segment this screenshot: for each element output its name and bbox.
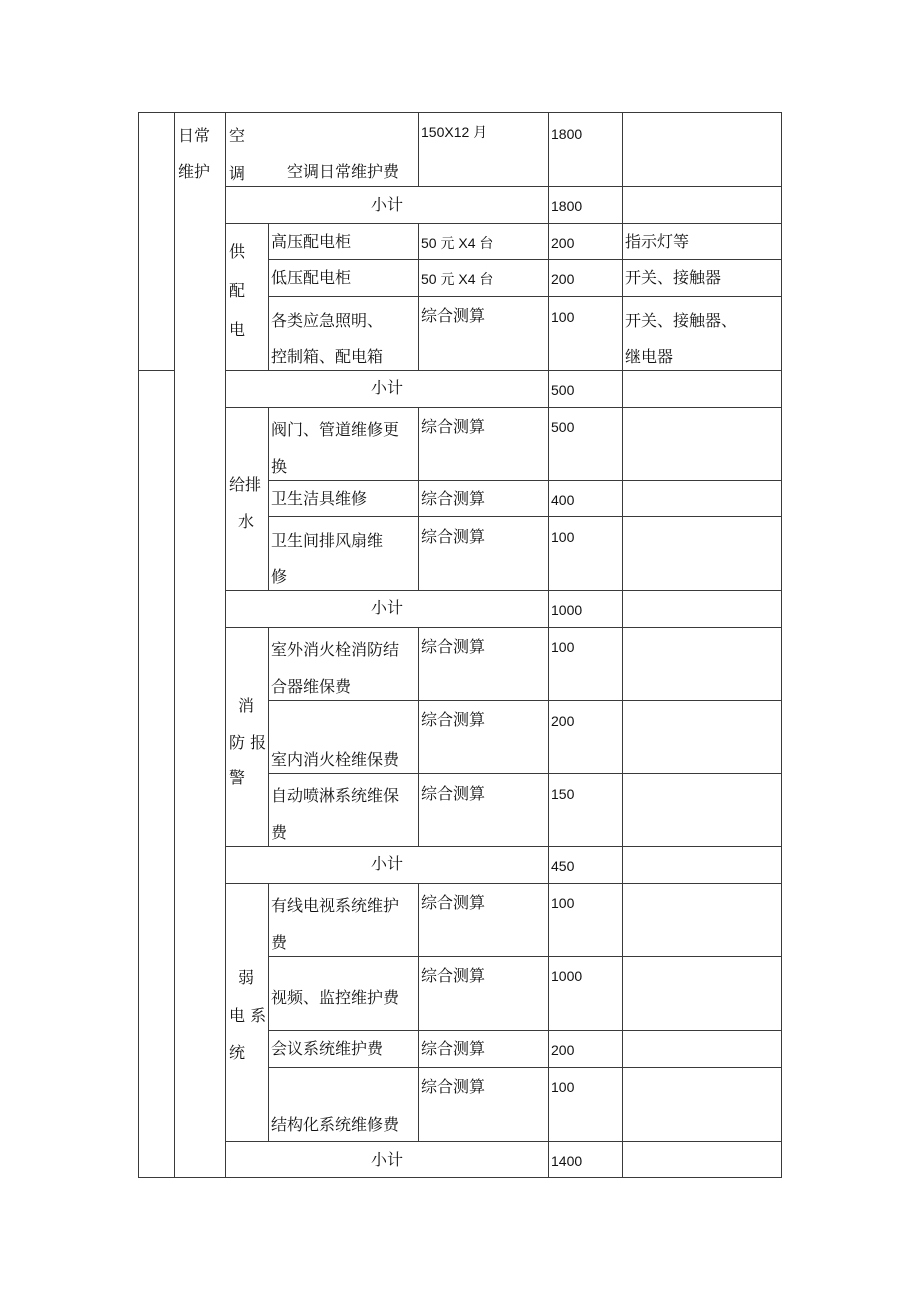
ac-label-line2: 调 [229,164,246,183]
power-row1-note: 指示灯等 [625,232,690,251]
power-row3-method: 综合测算 [421,306,486,325]
weak-label-line1: 弱 [238,968,255,987]
water-row1-amount: 500 [551,419,575,435]
water-row2-item: 卫生洁具维修 [271,489,368,508]
weak-row4-method: 综合测算 [421,1077,486,1096]
power-row3-note-line2: 继电器 [625,347,674,366]
fire-row2-method: 综合测算 [421,710,486,729]
weak-row2-method: 综合测算 [421,966,486,985]
water-row1-item-line1: 阀门、管道维修更 [271,420,400,439]
fire-row3-item-line1: 自动喷淋系统维保 [271,786,400,805]
fire-row2-amount: 200 [551,713,575,729]
water-label-line1: 给排 [229,475,262,494]
weak-subtotal-label: 小计 [370,1150,403,1169]
water-row1-item-line2: 换 [271,457,288,476]
weak-row1-method: 综合测算 [421,893,486,912]
power-row2-item: 低压配电柜 [271,268,352,287]
weak-row1-item-line2: 费 [271,933,288,952]
weak-row3-amount: 200 [551,1042,575,1058]
power-row2-note: 开关、接触器 [625,268,722,287]
ac-subtotal: 1800 [551,198,583,214]
weak-label-line2: 电 系 [229,1006,267,1025]
fire-row3-amount: 150 [551,786,575,802]
power-label-2: 配 [229,281,246,300]
power-row1-method: 50 元 X4 台 [421,235,494,251]
fire-row1-method: 综合测算 [421,637,486,656]
weak-row3-method: 综合测算 [421,1039,486,1058]
water-row3-item-line2: 修 [271,567,288,586]
weak-row1-amount: 100 [551,895,575,911]
water-row3-method: 综合测算 [421,527,486,546]
power-row2-method: 50 元 X4 台 [421,271,494,287]
weak-row1-item-line1: 有线电视系统维护 [271,896,400,915]
fire-label-line2: 防 报 [229,733,267,752]
weak-row3-item: 会议系统维护费 [271,1039,384,1058]
ac-label-line1: 空 [229,126,246,145]
fire-subtotal-label: 小计 [370,854,403,873]
category-label-line1: 日常 [178,126,211,145]
weak-row4-item: 结构化系统维修费 [271,1115,400,1134]
power-row2-amount: 200 [551,271,575,287]
weak-row4-amount: 100 [551,1079,575,1095]
fire-subtotal: 450 [551,858,575,874]
power-row3-note-line1: 开关、接触器、 [625,311,738,330]
power-subtotal-label: 小计 [370,378,403,397]
fire-label-line3: 警 [229,768,246,787]
ac-amount: 1800 [551,126,583,142]
water-subtotal: 1000 [551,602,583,618]
ac-subtotal-label: 小计 [370,195,403,214]
power-label-3: 电 [229,320,246,339]
ac-item: 空调日常维护费 [287,162,400,181]
fire-row3-item-line2: 费 [271,823,288,842]
water-subtotal-label: 小计 [370,598,403,617]
power-row3-item-line2: 控制箱、配电箱 [271,347,384,366]
category-label-line2: 维护 [178,162,211,181]
weak-row2-amount: 1000 [551,968,583,984]
ac-method: 150X12 月 [421,124,488,140]
fire-row2-item: 室内消火栓维保费 [271,750,400,769]
water-row3-item-line1: 卫生间排风扇维 [271,531,384,550]
power-row1-item: 高压配电柜 [271,232,352,251]
weak-label-line3: 统 [229,1043,246,1062]
water-label-line2: 水 [238,512,255,531]
fire-row3-method: 综合测算 [421,784,486,803]
power-label-1: 供 [229,242,246,261]
fire-row1-amount: 100 [551,639,575,655]
weak-subtotal: 1400 [551,1153,583,1169]
power-subtotal: 500 [551,382,575,398]
weak-row2-item: 视频、监控维护费 [271,988,400,1007]
water-row3-amount: 100 [551,529,575,545]
water-row2-amount: 400 [551,492,575,508]
power-row1-amount: 200 [551,235,575,251]
water-row2-method: 综合测算 [421,489,486,508]
fire-label-line1: 消 [238,696,255,715]
fire-row1-item-line1: 室外消火栓消防结 [271,640,400,659]
power-row3-item-line1: 各类应急照明、 [271,311,384,330]
water-row1-method: 综合测算 [421,417,486,436]
power-row3-amount: 100 [551,309,575,325]
fire-row1-item-line2: 合器维保费 [271,677,352,696]
